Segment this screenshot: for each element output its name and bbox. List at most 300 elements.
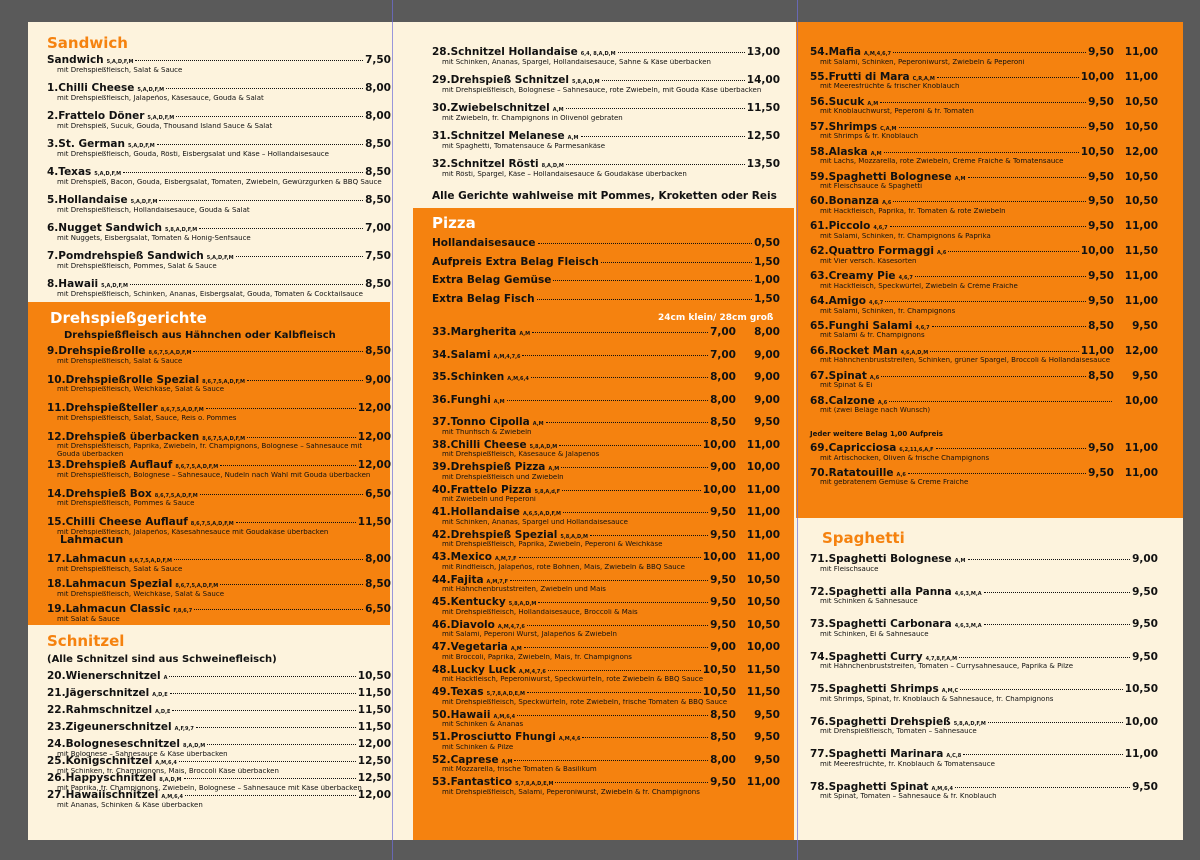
- menu-item-dots: [555, 782, 708, 783]
- menu-item: [810, 468, 1158, 487]
- menu-item-price: 8,50: [365, 138, 391, 150]
- menu-item-row: [810, 172, 1158, 183]
- menu-item-price: 11,50: [357, 721, 391, 733]
- menu-item-price-small: 10,50: [702, 663, 736, 676]
- menu-item-description: mit Drehspießfleisch, Tomaten – Sahnesauce: [820, 728, 977, 735]
- pizza-heading: Pizza: [432, 214, 476, 232]
- menu-item: [47, 554, 391, 573]
- menu-item-row: [432, 777, 780, 788]
- menu-item-row: [432, 103, 780, 114]
- menu-item-dots: [220, 584, 363, 585]
- menu-item-name: 55.Frutti di Mara: [810, 70, 910, 83]
- menu-item-name: 27.Hawaiischnitzel: [47, 789, 159, 801]
- menu-item-name: 9.Drehspießrolle: [47, 345, 146, 357]
- menu-item-dots: [930, 351, 1078, 352]
- menu-item-row: [432, 350, 780, 361]
- menu-item-dots: [247, 437, 356, 438]
- menu-item-price: 8,00: [365, 110, 391, 122]
- menu-item: [810, 147, 1158, 166]
- menu-item-allergens: 5,8,A,D,M: [560, 533, 589, 540]
- menu-item-allergens: 5,8,A,D,M: [508, 601, 537, 607]
- menu-item-price: 8,50: [365, 345, 391, 357]
- menu-item-row: [47, 756, 391, 767]
- menu-item-price-large: 9,00: [754, 348, 780, 361]
- menu-item: [810, 717, 1158, 736]
- menu-item: [47, 460, 391, 479]
- menu-item-dots: [546, 422, 709, 423]
- menu-item-name: 30.Zwiebelschnitzel: [432, 102, 550, 114]
- menu-item-price: 8,50: [365, 194, 391, 206]
- menu-item: [47, 279, 391, 298]
- menu-item-name: 13.Drehspieß Auflauf: [47, 459, 173, 471]
- menu-item-row: [47, 790, 391, 801]
- menu-item-allergens: 4,6,A,D,M: [900, 349, 929, 356]
- menu-item-description: mit Schinken & Pilze: [442, 743, 514, 751]
- menu-item: [432, 327, 780, 338]
- menu-item-description: mit Bolognese – Sahnesauce & Käse überbacken: [57, 750, 228, 758]
- menu-item-name: 10.Drehspießrolle Spezial: [47, 373, 200, 386]
- menu-item-price-small: 10,00: [702, 483, 736, 496]
- menu-item: [432, 507, 780, 526]
- pizza-size-note: 24cm klein/ 28cm groß: [658, 313, 774, 323]
- menu-item-price-large: 11,00: [1124, 466, 1158, 479]
- menu-item-description: mit Hähnchenbruststreifen, Schinken, grüner Spargel, Broccoli & Hollandaisesauce: [820, 357, 1111, 365]
- menu-item: [47, 722, 391, 733]
- menu-item-row: [47, 517, 391, 528]
- menu-item-description: mit Drehspießfleisch, Salat, Sauce, Reis o. Pommes: [57, 414, 237, 422]
- menu-item-dots: [199, 228, 363, 229]
- menu-item-row: [432, 75, 780, 86]
- menu-item-row: [47, 604, 391, 615]
- menu-item-description: mit Drehspießfleisch, Käsesauce & Jalapenos: [442, 451, 600, 458]
- menu-item-price-large: 11,50: [1124, 245, 1158, 258]
- menu-item-name: 14.Drehspieß Box: [47, 487, 152, 500]
- menu-item-dots: [566, 108, 745, 109]
- menu-item-price-large: 11,00: [746, 506, 780, 518]
- menu-item-price-small: 7,00: [710, 348, 736, 361]
- menu-item-allergens: 8,A,D,M: [159, 777, 182, 783]
- menu-item-price: 12,50: [746, 130, 780, 142]
- menu-item-price-large: 9,00: [754, 393, 780, 406]
- menu-item-dots: [984, 624, 1130, 625]
- menu-item-price-small: 10,00: [1080, 245, 1114, 258]
- menu-item-row: [810, 468, 1158, 479]
- menu-item: [432, 103, 780, 122]
- menu-item-description: mit Hähnchenbruststreifen, Tomaten – Currysahnesauce, Paprika & Pilze: [820, 663, 1074, 670]
- menu-item-price: 11,50: [746, 102, 780, 114]
- menu-item-row: [810, 684, 1158, 695]
- menu-item-allergens: A,M: [501, 758, 513, 765]
- menu-item-description: mit Broccoli, Paprika, Zwiebeln, Mais, fr. Champignons: [442, 653, 632, 661]
- menu-item-row: [810, 717, 1158, 728]
- menu-item-allergens: A,M: [493, 398, 505, 405]
- menu-item-row: [47, 554, 391, 565]
- menu-item-allergens: 4,6,7: [915, 324, 930, 331]
- schnitzel-heading: Schnitzel: [47, 632, 125, 650]
- menu-item-allergens: A,M: [954, 558, 966, 564]
- menu-item-name: 66.Rocket Man: [810, 344, 898, 357]
- menu-item: [810, 196, 1158, 215]
- menu-item: [432, 710, 780, 729]
- menu-item-price-small: 8,00: [710, 393, 736, 406]
- menu-item-name: 62.Quattro Formaggi: [810, 245, 934, 258]
- menu-item-dots: [524, 647, 708, 648]
- menu-item-allergens: 5,A,D,F,M: [206, 255, 234, 261]
- menu-item-description: mit Fleischsauce & Spaghetti: [820, 183, 923, 190]
- menu-item-dots: [538, 602, 708, 603]
- belag-note: Jeder weitere Belag 1,00 Aufpreis: [810, 430, 943, 438]
- menu-item-allergens: 5,8,A,D,M: [571, 79, 600, 85]
- menu-item: [47, 375, 391, 394]
- menu-item-price-small: 8,50: [1088, 369, 1114, 382]
- menu-item-name: 39.Drehspieß Pizza: [432, 461, 546, 473]
- menu-item-name: 42.Drehspieß Spezial: [432, 528, 558, 541]
- menu-item-name: 23.Zigeunerschnitzel: [47, 721, 172, 733]
- menu-item-price-large: 10,50: [1124, 170, 1158, 183]
- menu-item-dots: [889, 401, 1112, 402]
- menu-item-name: 41.Hollandaise: [432, 506, 520, 518]
- menu-item-allergens: A,D,E: [155, 709, 171, 715]
- menu-item-price-large: 11,00: [1124, 442, 1158, 454]
- menu-item-name: 24.Bologneseschnitzel: [47, 738, 180, 750]
- menu-item-allergens: 8,A,D,M: [541, 163, 564, 169]
- menu-item-allergens: 5,A,D,F,M: [147, 115, 175, 121]
- menu-item-price-small: 9,50: [1088, 170, 1114, 183]
- menu-item: [47, 195, 391, 214]
- menu-item-price-small: 11,00: [1080, 344, 1114, 357]
- menu-item-price-small: 8,50: [1088, 319, 1114, 332]
- menu-item-name: 49.Texas: [432, 686, 484, 698]
- menu-item-name: 31.Schnitzel Melanese: [432, 130, 565, 142]
- menu-item-description: mit Ananas, Schinken & Käse überbacken: [57, 801, 203, 809]
- menu-item-row: [432, 597, 780, 608]
- menu-item-row: [432, 327, 780, 338]
- menu-item-price-large: 11,00: [1124, 46, 1158, 58]
- menu-item-description: mit Rösti, Spargel, Käse – Hollandaisesauce & Goudakäse überbacken: [442, 170, 687, 178]
- menu-item-dots: [194, 609, 363, 610]
- menu-item-name: 77.Spaghetti Marinara: [810, 748, 944, 760]
- menu-item-row: [432, 417, 780, 428]
- menu-item-allergens: 5,A,D,F,M: [130, 199, 158, 205]
- drehspiess-subtitle: Drehspießfleisch aus Hähnchen oder Kalbfleisch: [64, 330, 336, 341]
- menu-item-dots: [185, 795, 356, 796]
- menu-item-row: [810, 346, 1158, 357]
- menu-item-name: 71.Spaghetti Bolognese: [810, 553, 952, 565]
- menu-item-name: 15.Chilli Cheese Auflauf: [47, 516, 188, 528]
- pizza-extra: [432, 238, 780, 249]
- menu-item: [810, 122, 1158, 141]
- menu-item-price-large: 11,50: [746, 663, 780, 676]
- menu-item-description: mit Drehspießfleisch, Hollandaisesauce, Gouda & Salat: [57, 206, 250, 214]
- menu-item-dots: [166, 88, 363, 89]
- menu-item-price-large: 11,00: [746, 776, 780, 788]
- menu-item-name: 73.Spaghetti Carbonara: [810, 618, 952, 630]
- menu-item-dots: [582, 737, 708, 738]
- menu-item: [47, 83, 391, 102]
- menu-item-description: mit Knoblauchwurst, Peperoni & fr. Tomaten: [820, 108, 974, 116]
- menu-item-price-large: 11,00: [746, 528, 780, 541]
- menu-item-allergens: A,M,4,7,6: [518, 668, 546, 675]
- menu-item-dots: [885, 301, 1086, 302]
- menu-item: [810, 47, 1158, 66]
- menu-item-dots: [159, 200, 363, 201]
- menu-item-allergens: A,C,8: [946, 753, 962, 759]
- menu-item-dots: [179, 761, 356, 762]
- menu-item-name: 29.Drehspieß Schnitzel: [432, 74, 569, 86]
- menu-item-description: mit Rindfleisch, Jalapeños, rote Bohnen, Mais, Zwiebeln & BBQ Sauce: [442, 563, 685, 571]
- menu-item-price-large: 12,00: [1124, 145, 1158, 158]
- pizza-extra: [432, 275, 780, 286]
- menu-item-description: mit Spinat, Tomaten – Sahnesauce & fr. Knoblauch: [820, 793, 997, 800]
- menu-item-row: [810, 97, 1158, 108]
- menu-item-name: 2.Frattelo Döner: [47, 110, 145, 122]
- menu-item-description: mit (zwei Beläge nach Wunsch): [820, 407, 931, 415]
- menu-item-allergens: A,6: [936, 250, 947, 257]
- menu-item-allergens: A,M,7,F: [486, 578, 509, 585]
- menu-item: [47, 604, 391, 623]
- menu-item-row: [432, 665, 780, 676]
- menu-item-allergens: C,R,A,M: [912, 75, 935, 82]
- menu-item-allergens: A,M,C: [941, 688, 959, 694]
- menu-item-allergens: 8,A,D,M: [183, 743, 206, 749]
- menu-item-allergens: 4,6,3,M,A: [954, 623, 982, 629]
- pizza-extra-row: [432, 294, 780, 305]
- menu-item-description: mit Salat & Sauce: [57, 615, 120, 623]
- menu-item-price-large: 9,50: [754, 708, 780, 721]
- menu-item: [47, 346, 391, 365]
- menu-item-description: mit Hackfleisch, Paprika, fr. Tomaten & rote Zwiebeln: [820, 207, 1006, 215]
- menu-item-description: mit Salami & fr. Champignons: [820, 332, 925, 340]
- menu-item-dots: [527, 625, 708, 626]
- menu-item-allergens: 5,A,D,F,M: [137, 87, 165, 93]
- menu-item-dots: [562, 490, 701, 491]
- pizza-extra-row: [432, 257, 780, 268]
- menu-item-allergens: 6,2,11,6,A,F: [899, 447, 934, 453]
- menu-item-description: mit Drehspießfleisch, Speckwürfeln, rote Zwiebeln, frische Tomaten & BBQ Sauce: [442, 698, 728, 706]
- pizza-extra-name: Hollandaisesauce: [432, 237, 536, 249]
- menu-item-dots: [157, 144, 363, 145]
- menu-item-allergens: A,M: [510, 646, 522, 652]
- pizza-extra-dots: [538, 243, 753, 244]
- menu-item-allergens: A,6: [882, 200, 892, 207]
- menu-item: [47, 403, 391, 422]
- menu-item: [810, 271, 1158, 290]
- menu-item-name: 58.Alaska: [810, 145, 868, 158]
- menu-item-allergens: 4,6,3,M,A: [954, 590, 982, 597]
- menu-item-price: 9,00: [1132, 553, 1158, 565]
- menu-item: [432, 417, 780, 436]
- menu-item-price: 8,00: [365, 553, 391, 565]
- menu-item-allergens: A,6: [877, 399, 888, 406]
- menu-item-price: 7,50: [365, 54, 391, 66]
- menu-item-dots: [893, 52, 1086, 53]
- menu-item-row: [810, 396, 1158, 407]
- menu-item-price-large: 10,50: [746, 618, 780, 631]
- menu-item-name: 22.Rahmschnitzel: [47, 704, 153, 716]
- menu-item: [432, 462, 780, 481]
- menu-item-name: 26.Happyschnitzel: [47, 772, 157, 784]
- menu-item-name: 61.Piccolo: [810, 220, 871, 233]
- menu-item-price-small: 9,00: [710, 461, 736, 473]
- menu-item-price: 10,50: [357, 670, 391, 682]
- menu-item-name: 32.Schnitzel Rösti: [432, 158, 539, 170]
- menu-item-price-small: 10,00: [702, 551, 736, 563]
- menu-item-price-small: 8,00: [710, 753, 736, 766]
- menu-item-price: 8,00: [365, 82, 391, 94]
- menu-item-name: 35.Schinken: [432, 371, 505, 383]
- menu-item-dots: [960, 689, 1123, 690]
- menu-item-description: mit Drehspießfleisch, Pommes & Sauce: [57, 500, 195, 507]
- menu-item-description: mit Thunfisch & Zwiebeln: [442, 428, 532, 436]
- menu-item-description: mit Drehspießfleisch, Bolognese – Sahnesauce, rote Zwiebeln, mit Gouda Käse überbacken: [442, 86, 762, 94]
- pizza-extra-name: Aufpreis Extra Belag Fleisch: [432, 255, 599, 268]
- menu-item-allergens: A,M,6,4: [161, 794, 183, 800]
- menu-item: [810, 652, 1158, 671]
- menu-item-row: [432, 620, 780, 631]
- menu-item-price-small: 8,50: [710, 708, 736, 721]
- menu-item-price-small: 9,50: [710, 618, 736, 631]
- fold-guide-right: [797, 0, 798, 860]
- menu-item: [432, 530, 780, 549]
- menu-item-dots: [206, 408, 356, 409]
- menu-item-row: [432, 642, 780, 653]
- menu-item-allergens: 4,6,7: [898, 275, 913, 282]
- menu-item-row: [47, 167, 391, 178]
- menu-item-price: 12,00: [357, 402, 391, 414]
- menu-item: [810, 72, 1158, 91]
- menu-item-price-small: 9,50: [1088, 466, 1114, 479]
- menu-item-description: mit Schinken, fr. Champignons, Mais, Broccoli Käse überbacken: [57, 767, 279, 775]
- menu-item-price: 6,50: [365, 603, 391, 615]
- menu-item-price: 9,50: [1132, 618, 1158, 630]
- menu-item-row: [47, 139, 391, 150]
- menu-item-price-large: 10,00: [746, 641, 780, 653]
- menu-item-name: 54.Mafia: [810, 46, 862, 58]
- menu-item-price: 13,50: [746, 158, 780, 170]
- menu-item-row: [432, 732, 780, 743]
- menu-item-price-small: 7,00: [710, 326, 736, 338]
- menu-item-price: 7,50: [365, 250, 391, 262]
- menu-item-row: [47, 460, 391, 471]
- menu-item-row: [810, 371, 1158, 382]
- menu-item-dots: [236, 256, 364, 257]
- menu-item-name: 36.Funghi: [432, 393, 491, 406]
- menu-item-allergens: 4,7,8,F,A,M: [925, 655, 958, 662]
- menu-item: [47, 55, 391, 74]
- menu-item-price: 11,50: [357, 687, 391, 699]
- menu-item-row: [810, 72, 1158, 83]
- menu-item-price-large: 10,50: [1124, 120, 1158, 133]
- menu-item-row: [47, 111, 391, 122]
- menu-item-row: [47, 375, 391, 386]
- menu-item-row: [432, 440, 780, 451]
- menu-item-price-large: 11,50: [746, 686, 780, 698]
- menu-item-allergens: 8,6,7,5,A,D,F,M: [148, 350, 192, 356]
- menu-item-description: mit Hähnchenbruststreifen, Zwiebeln und Mais: [442, 586, 606, 593]
- menu-item: [47, 223, 391, 242]
- menu-item-dots: [959, 657, 1130, 658]
- menu-item-allergens: 5,8,A,d,F: [534, 488, 561, 495]
- menu-item-row: [47, 432, 391, 443]
- menu-item-dots: [893, 201, 1086, 202]
- menu-item-name: 37.Tonno Cipolla: [432, 416, 530, 428]
- menu-item-price: 9,50: [1132, 780, 1158, 793]
- menu-item-name: 8.Hawaii: [47, 278, 99, 290]
- menu-item-dots: [507, 400, 708, 401]
- menu-item-allergens: 8,6,7,5,A,D,F,M: [175, 583, 219, 589]
- menu-item: [47, 671, 391, 682]
- menu-item-row: [432, 710, 780, 721]
- menu-item-row: [810, 221, 1158, 232]
- menu-item: [432, 755, 780, 774]
- menu-item-price-small: 10,50: [702, 686, 736, 698]
- menu-item-price-small: 9,50: [1088, 270, 1114, 283]
- menu-item-name: 50.Hawaii: [432, 708, 491, 721]
- menu-item-name: 20.Wienerschnitzel: [47, 670, 161, 682]
- pizza-extra: [432, 257, 780, 268]
- menu-item: [810, 619, 1158, 638]
- menu-item-allergens: A,M: [567, 135, 579, 141]
- menu-item-price-small: 9,50: [710, 776, 736, 788]
- menu-item-dots: [566, 164, 745, 165]
- menu-item-description: mit Spinat & Ei: [820, 382, 873, 390]
- pizza-extra-price: 1,50: [754, 255, 780, 268]
- menu-item-allergens: A,M: [548, 466, 560, 472]
- menu-item-price-small: 8,00: [710, 371, 736, 383]
- menu-item-row: [432, 755, 780, 766]
- menu-item-row: [432, 552, 780, 563]
- menu-item-price-large: 11,00: [746, 483, 780, 496]
- menu-item-dots: [948, 251, 1078, 252]
- menu-item-name: 21.Jägerschnitzel: [47, 687, 150, 699]
- schnitzel-subtitle: (Alle Schnitzel sind aus Schweinefleisch): [47, 654, 277, 665]
- menu-item-allergens: 5,A,D,F,M: [106, 59, 134, 65]
- menu-item-allergens: 8,6,7,5,A,D,F,M: [190, 521, 234, 527]
- menu-item-name: 7.Pomdrehspieß Sandwich: [47, 250, 204, 262]
- menu-item-row: [810, 122, 1158, 133]
- menu-item-allergens: 5,A,D,F,M: [127, 143, 155, 149]
- menu-item-dots: [581, 136, 745, 137]
- menu-item-price-large: 9,50: [754, 416, 780, 428]
- menu-item-price: 7,00: [365, 222, 391, 234]
- menu-item-dots: [963, 754, 1123, 755]
- menu-item-row: [810, 246, 1158, 257]
- menu-item-row: [432, 395, 780, 406]
- menu-item-dots: [130, 284, 363, 285]
- sandwich-heading: Sandwich: [47, 34, 128, 52]
- menu-item-name: 74.Spaghetti Curry: [810, 650, 923, 663]
- menu-item-price-small: 8,50: [710, 416, 736, 428]
- menu-item-dots: [915, 276, 1086, 277]
- menu-item: [810, 587, 1158, 606]
- menu-item-dots: [561, 467, 708, 468]
- menu-item-name: 68.Calzone: [810, 394, 875, 407]
- menu-item-description: mit Schinken & Ananas: [442, 721, 524, 728]
- menu-item-dots: [890, 226, 1086, 227]
- menu-item-allergens: 8,6,7,5,A,D,F,M: [160, 407, 204, 413]
- menu-item-dots: [174, 559, 363, 560]
- menu-item-allergens: A,6: [869, 374, 880, 381]
- menu-item-name: 72.Spaghetti alla Panna: [810, 585, 952, 598]
- menu-item-row: [47, 55, 391, 66]
- menu-item-dots: [590, 535, 708, 536]
- menu-item-name: 67.Spinat: [810, 369, 867, 382]
- menu-item-dots: [937, 77, 1079, 78]
- menu-item-name: 70.Ratatouille: [810, 466, 894, 479]
- menu-item-allergens: 6,4, 8,A,D,M: [580, 51, 616, 57]
- menu-item-price-small: 9,50: [1088, 442, 1114, 454]
- menu-item-description: mit Drehspieß, Bacon, Gouda, Eisbergsalat, Tomaten, Zwiebeln, Gewürzgurken & BBQ Sauce: [57, 178, 382, 186]
